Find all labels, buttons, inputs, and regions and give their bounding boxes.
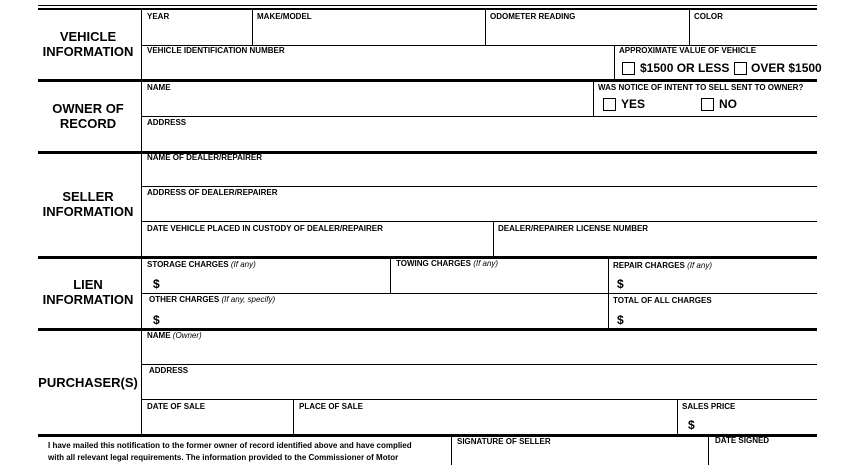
certification-line-2: with all relevant legal requirements. The information provided to the Commissioner of Motor — [48, 453, 399, 462]
purchaser-name-label: NAME (Owner) — [147, 331, 202, 340]
purchaser-section-title: PURCHASER(S) — [38, 375, 138, 390]
license-label: DEALER/REPAIRER LICENSE NUMBER — [498, 224, 649, 233]
purchaser-row-divider-2 — [141, 399, 817, 400]
value-over-1500-checkbox[interactable] — [734, 62, 747, 75]
repair-dollar-sign: $ — [617, 277, 624, 291]
dealer-name-label: NAME OF DEALER/REPAIRER — [147, 153, 262, 162]
vehicle-section-title: VEHICLE INFORMATION — [42, 29, 134, 59]
lien-section-title: LIEN INFORMATION — [42, 277, 134, 307]
storage-dollar-sign: $ — [153, 277, 160, 291]
notice-yes-checkbox[interactable] — [603, 98, 616, 111]
vline-cert-signature — [451, 435, 452, 465]
sales-price-label: SALES PRICE — [682, 402, 736, 411]
seller-section-title: SELLER INFORMATION — [42, 189, 134, 219]
vin-label: VEHICLE IDENTIFICATION NUMBER — [147, 46, 285, 55]
owner-name-label: NAME — [147, 83, 171, 92]
value-over-1500-label: OVER $1500 — [751, 61, 822, 75]
odometer-label: ODOMETER READING — [490, 12, 576, 21]
purchaser-address-label: ADDRESS — [149, 366, 189, 375]
owner-address-label: ADDRESS — [147, 118, 187, 127]
storage-charges-label: STORAGE CHARGES (If any) — [147, 260, 256, 269]
notice-no-label: NO — [719, 97, 737, 111]
vline-storage-towing — [390, 257, 391, 294]
certification-text — [48, 440, 448, 464]
certification-line-1: I have mailed this notification to the former owner of record identified above and have complied — [48, 441, 412, 450]
value-1500-or-less-checkbox[interactable] — [622, 62, 635, 75]
total-dollar-sign: $ — [617, 313, 624, 327]
label-column-border — [141, 9, 142, 435]
top-rule — [38, 8, 817, 10]
make-model-label: MAKE/MODEL — [257, 12, 312, 21]
value-1500-or-less-label: $1500 OR LESS — [640, 61, 730, 75]
notice-label: WAS NOTICE OF INTENT TO SELL SENT TO OWNER? — [598, 83, 804, 92]
date-signed-label: DATE SIGNED — [715, 436, 770, 445]
owner-row-divider — [141, 116, 817, 117]
vline-vin-value — [614, 45, 615, 80]
purchaser-footer-divider — [38, 434, 817, 437]
vline-date-place — [293, 399, 294, 435]
vline-signature-date — [708, 435, 709, 465]
vline-name-notice — [593, 80, 594, 117]
place-of-sale-label: PLACE OF SALE — [299, 402, 364, 411]
custody-date-label: DATE VEHICLE PLACED IN CUSTODY OF DEALER/REPAIRER — [147, 224, 383, 233]
vline-odometer-color — [689, 9, 690, 46]
year-label: YEAR — [147, 12, 170, 21]
dealer-address-label: ADDRESS OF DEALER/REPAIRER — [147, 188, 278, 197]
vline-make-odometer — [485, 9, 486, 46]
vline-towing-repair — [608, 257, 609, 329]
value-label: APPROXIMATE VALUE OF VEHICLE — [619, 46, 757, 55]
vehicle-owner-divider — [38, 79, 817, 82]
notice-no-checkbox[interactable] — [701, 98, 714, 111]
sales-price-dollar-sign: $ — [688, 418, 695, 432]
date-of-sale-label: DATE OF SALE — [147, 402, 206, 411]
repair-charges-label: REPAIR CHARGES (If any) — [613, 261, 712, 270]
seller-row-divider-2 — [141, 221, 817, 222]
notice-yes-label: YES — [621, 97, 646, 111]
total-charges-label: TOTAL OF ALL CHARGES — [613, 296, 712, 305]
purchaser-row-divider-1 — [141, 364, 817, 365]
owner-section-title: OWNER OF RECORD — [52, 101, 124, 131]
top-rule-thin — [38, 5, 817, 6]
seller-row-divider-1 — [141, 186, 817, 187]
seller-signature-label: SIGNATURE OF SELLER — [457, 437, 551, 446]
vline-year-make — [252, 9, 253, 46]
other-dollar-sign: $ — [153, 313, 160, 327]
vline-custody-license — [493, 221, 494, 257]
other-charges-label: OTHER CHARGES (If any, specify) — [149, 295, 276, 304]
vline-place-price — [677, 399, 678, 435]
lien-row-divider — [141, 293, 817, 294]
towing-charges-label: TOWING CHARGES (If any) — [396, 259, 499, 268]
color-label: COLOR — [694, 12, 723, 21]
